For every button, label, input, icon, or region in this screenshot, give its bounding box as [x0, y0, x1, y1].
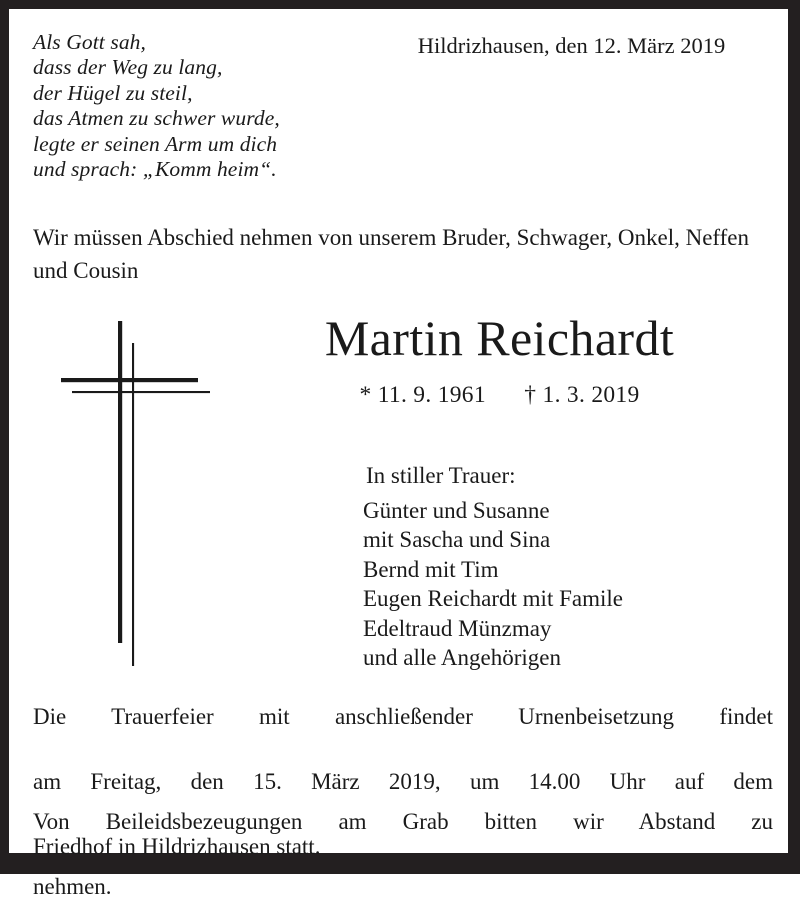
poem-line-4: das Atmen zu schwer wurde, [33, 106, 280, 131]
christian-cross-icon [43, 321, 243, 681]
funeral-line-3: Friedhof in Hildrizhausen statt. [33, 834, 321, 859]
birth-symbol: * [359, 382, 372, 408]
poem-line-6: und sprach: „Komm heim“. [33, 157, 277, 182]
poem-line-3: der Hügel zu steil, [33, 80, 193, 105]
place-and-date: Hildrizhausen, den 12. März 2019 [417, 33, 726, 58]
list-item: Bernd mit Tim [363, 556, 499, 582]
condolence-paragraph [33, 806, 773, 904]
list-item: Günter und Susanne [363, 497, 550, 523]
list-item: Eugen Reichardt mit Famile [363, 586, 623, 611]
condolence-line-2: nehmen. [33, 874, 112, 899]
mourners-block [363, 461, 763, 673]
death-date: 1. 3. 2019 [542, 382, 640, 408]
deceased-name: Martin Reichardt [324, 310, 675, 366]
memorial-poem [33, 30, 383, 182]
header-row [9, 9, 788, 209]
birth-date: 11. 9. 1961 [377, 382, 486, 408]
notice-inner-panel [9, 9, 788, 899]
poem-line-2: dass der Weg zu lang, [33, 55, 223, 80]
life-dates [227, 381, 772, 409]
deceased-name-block [227, 309, 772, 409]
list-item: mit Sascha und Sina [363, 527, 551, 552]
funeral-line-1: Die Trauerfeier mit anschließender Urnenbeisetzung findet [33, 704, 773, 729]
mourners-heading: In stiller Trauer: [366, 463, 516, 488]
mourners-list [363, 496, 763, 673]
death-symbol: † [524, 382, 537, 408]
intro-paragraph: Wir müssen Abschied nehmen von unserem Bruder, Schwager, Onkel, Neffen und Cousin [33, 225, 750, 283]
funeral-line-2: am Freitag, den 15. März 2019, um 14.00 Uhr auf dem [33, 769, 773, 794]
list-item: Edeltraud Münzmay [363, 615, 552, 641]
condolence-line-1: Von Beileidsbezeugungen am Grab bitten wir Abstand zu [33, 809, 773, 834]
list-item: und alle Angehörigen [363, 645, 562, 670]
poem-line-1: Als Gott sah, [33, 30, 146, 54]
poem-line-5: legte er seinen Arm um dich [33, 131, 278, 156]
